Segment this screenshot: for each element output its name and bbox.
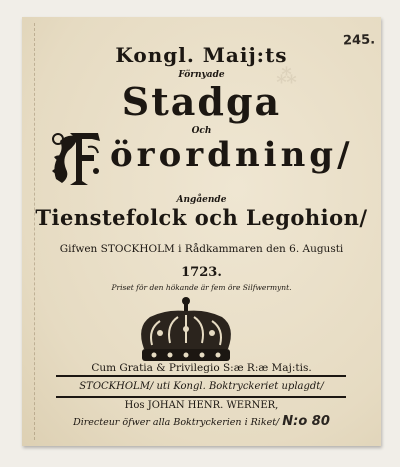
heading-fornyade: Förnyade <box>178 70 225 80</box>
price-note: Priset för den hökande är fem öre Silfwermynt. <box>111 283 292 292</box>
printer-name: Hos JOHAN HENR. WERNER, <box>124 400 279 411</box>
handwritten-number: N:o 80 <box>282 414 330 429</box>
heading-och: Och <box>191 126 212 136</box>
heading-stadga: Stadga <box>121 79 282 124</box>
heading-forordning <box>48 127 358 191</box>
heading-kongl: Kongl. Maij:ts <box>115 43 288 67</box>
heading-forordning-rest: örordning/ <box>110 135 354 175</box>
title-page <box>22 17 381 446</box>
decorated-initial-f-icon <box>48 127 108 189</box>
rule-bottom <box>56 396 346 398</box>
heading-angaende: Angående <box>176 195 227 205</box>
rule-top <box>56 375 346 377</box>
show-through-ghost-text: ⁂ <box>276 64 298 88</box>
printer-title <box>22 414 381 429</box>
royal-crown-icon <box>130 293 242 371</box>
given-line: Gifwen STOCKHOLM i Rådkammaren den 6. Augusti <box>59 243 344 255</box>
folio-number: 245. <box>342 32 376 49</box>
year: 1723. <box>181 265 222 280</box>
privilege-line: Cum Gratia & Privilegio S:æ R:æ Maj:tis. <box>91 362 312 374</box>
printer-location: STOCKHOLM/ uti Kongl. Boktryckeriet uplagdt/ <box>79 381 324 392</box>
heading-tjenstefolck: Tienstefolck och Legohion/ <box>35 205 368 230</box>
printer-title-text: Directeur öfwer alla Boktryckerien i Riket/ <box>73 417 280 428</box>
